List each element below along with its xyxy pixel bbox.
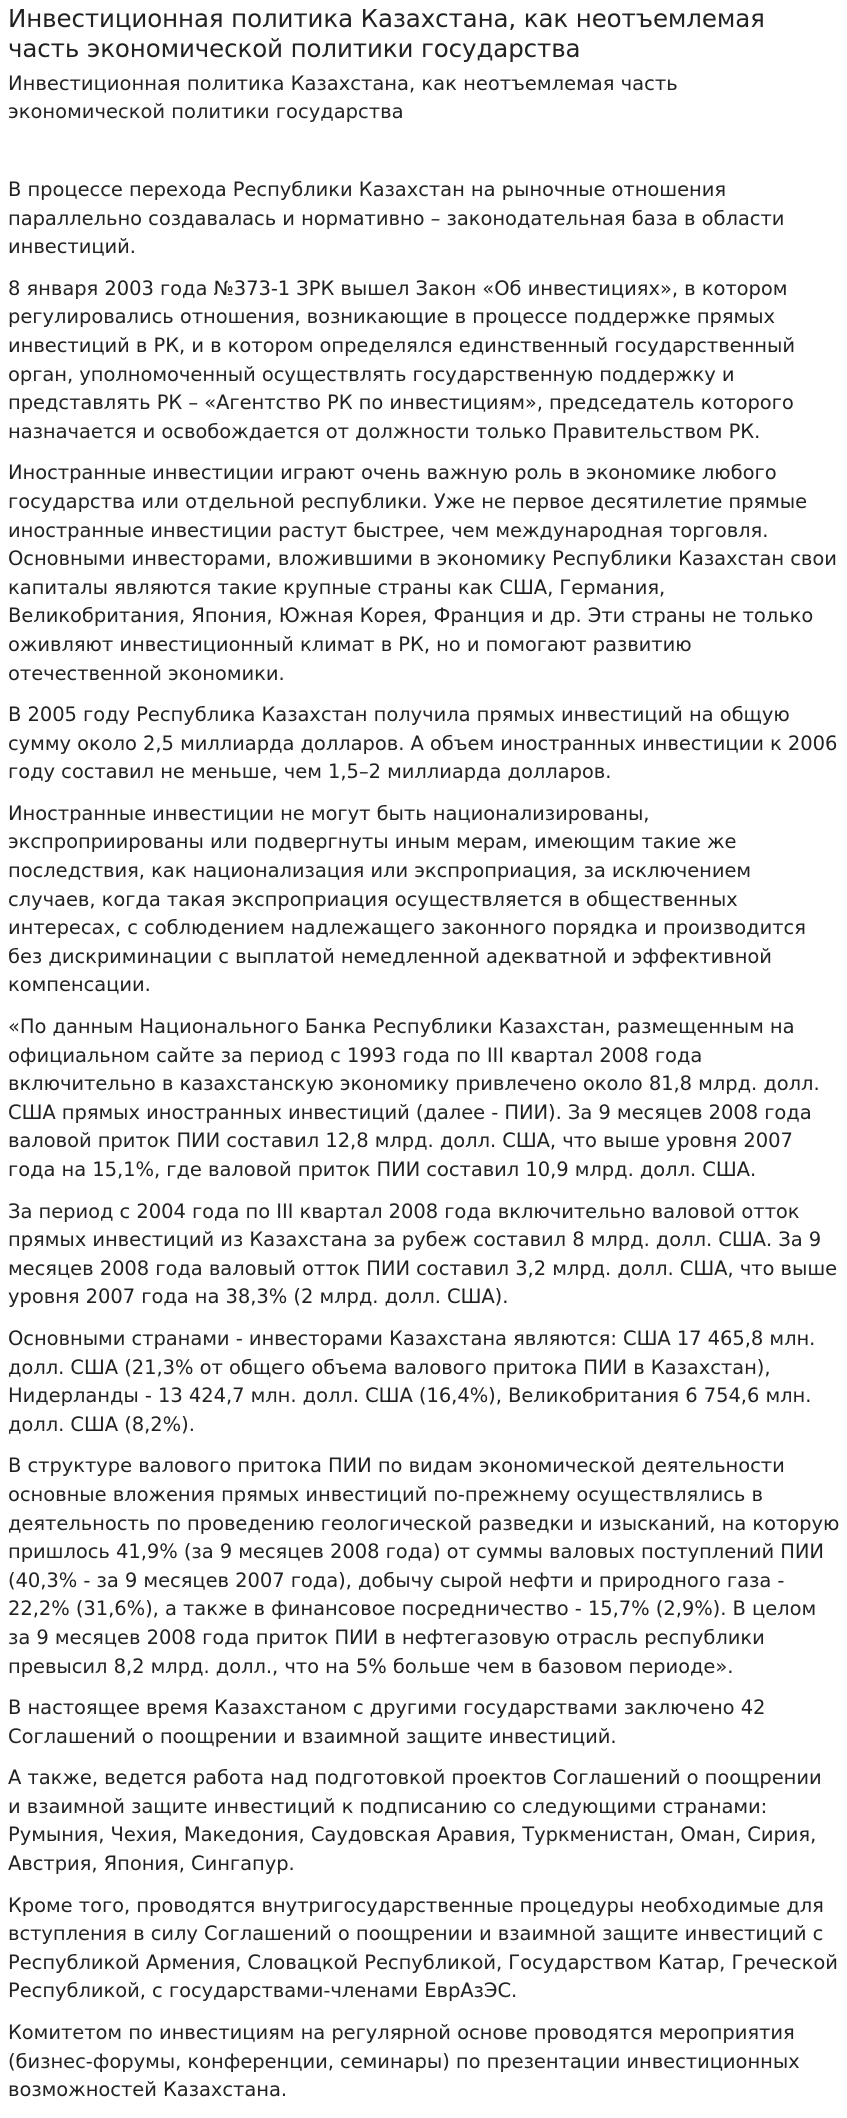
article-paragraph: «По данным Национального Банка Республики Казахстан, размещенным на официальном сайте за период с 1993 года по III квартал 2008 года включительно в казахстанскую экономику привлечено около 81,8 млрд. долл. США прямых иностранных инвестиций (далее - ПИИ). За 9 месяцев 2008 года валовой приток ПИИ составил 12,8 млрд. долл. США, что выше уровня 2007 года на 15,1%, где валовой приток ПИИ составил 10,9 млрд. долл. США.: [8, 1015, 820, 1181]
page-subtitle: Инвестиционная политика Казахстана, как неотъемлемая часть экономической политики государства: [8, 72, 678, 123]
article-paragraph: Основными странами - инвесторами Казахстана являются: США 17 465,8 млн. долл. США (21,3% от общего объема валового притока ПИИ в Казахстан), Нидерланды - 13 424,7 млн. долл. США (16,4%), Великобритания 6 754,6 млн. долл. США (8,2%).: [8, 1326, 816, 1436]
article-paragraph: Кроме того, проводятся внутригосударственные процедуры необходимые для вступления в силу Соглашений о поощрении и взаимной защите инвестиций с Республикой Армения, Словацкой Республикой, Государством Катар, Греческой Республикой, с государствами-членами ЕврАзЭС.: [8, 1893, 838, 2003]
article-paragraph: В настоящее время Казахстаном с другими государствами заключено 42 Соглашений о поощрении и взаимной защите инвестиций.: [8, 1696, 766, 1748]
article-paragraph: 8 января 2003 года №373-1 ЗРК вышел Закон «Об инвестициях», в котором регулировались отношения, возникающие в процессе поддержке прямых инвестиций в РК, и в котором определялся единственный государственный орган, уполномоченный осуществлять государственную поддержку и представлять РК – «Агентство РК по инвестициям», председатель которого назначается и освобождается от должности только Правительством РК.: [8, 276, 795, 443]
article-paragraph: Иностранные инвестиции не могут быть национализированы, экспроприированы или подвергнуты иным мерам, имеющим такие же последствия, как национализация или экспроприация, за исключением случаев, когда такая экспроприация осуществляется в общественных интересах, с соблюдением надлежащего законного порядка и производится без дискриминации с выплатой немедленной адекватной и эффективной компенсации.: [8, 801, 806, 997]
article-paragraph: В структуре валового притока ПИИ по видам экономической деятельности основные вложения прямых инвестиций по-прежнему осуществлялись в деятельность по проведению геологической разведки и изысканий, на которую пришлось 41,9% (за 9 месяцев 2008 года) от суммы валовых поступлений ПИИ (40,3% - за 9 месяцев 2007 года), добычу сырой нефти и природного газа - 22,2% (31,6%), а также в финансовое посредничество - 15,7% (2,9%). В целом за 9 месяцев 2008 года приток ПИИ в нефтегазовую отрасль республики превысил 8,2 млрд. долл., что на 5% больше чем в базовом периоде».: [8, 1454, 840, 1678]
article-paragraph: Иностранные инвестиции играют очень важную роль в экономике любого государства или отдельной республики. Уже не первое десятилетие прямые иностранные инвестиции растут быстрее, чем международная торговля. Основными инвесторами, вложившими в экономику Республики Казахстан свои капиталы являются такие крупные страны как США, Германия, Великобритания, Япония, Южная Корея, Франция и др. Эти страны не только оживляют инвестиционный климат в РК, но и помогают развитию отечественной экономики.: [8, 461, 837, 685]
article-body: [8, 176, 840, 2105]
page-title: Инвестиционная политика Казахстана, как неотъемлемая часть экономической политики государства: [8, 4, 765, 63]
article-paragraph: В процессе перехода Республики Казахстан на рыночные отношения параллельно создавалась и нормативно – законодательная база в области инвестиций.: [8, 178, 785, 259]
article-paragraph: За период с 2004 года по III квартал 2008 года включительно валовой отток прямых инвестиций из Казахстана за рубеж составил 8 млрд. долл. США. За 9 месяцев 2008 года валовый отток ПИИ составил 3,2 млрд. долл. США, что выше уровня 2007 года на 38,3% (2 млрд. долл. США).: [8, 1199, 838, 1309]
article-paragraph: Комитетом по инвестициям на регулярной основе проводятся мероприятия (бизнес-форумы, конференции, семинары) по презентации инвестиционных возможностей Казахстана.: [8, 2021, 800, 2102]
article-paragraph: В 2005 году Республика Казахстан получила прямых инвестиций на общую сумму около 2,5 миллиарда долларов. А объем иностранных инвестиции к 2006 году составил не меньше, чем 1,5–2 миллиарда долларов.: [8, 703, 838, 784]
article-paragraph: А также, ведется работа над подготовкой проектов Соглашений о поощрении и взаимной защите инвестиций к подписанию со следующими странами: Румыния, Чехия, Македония, Саудовская Аравия, Туркменистан, Оман, Сирия, Австрия, Япония, Сингапур.: [8, 1766, 822, 1876]
document-page: [8, 0, 840, 2118]
